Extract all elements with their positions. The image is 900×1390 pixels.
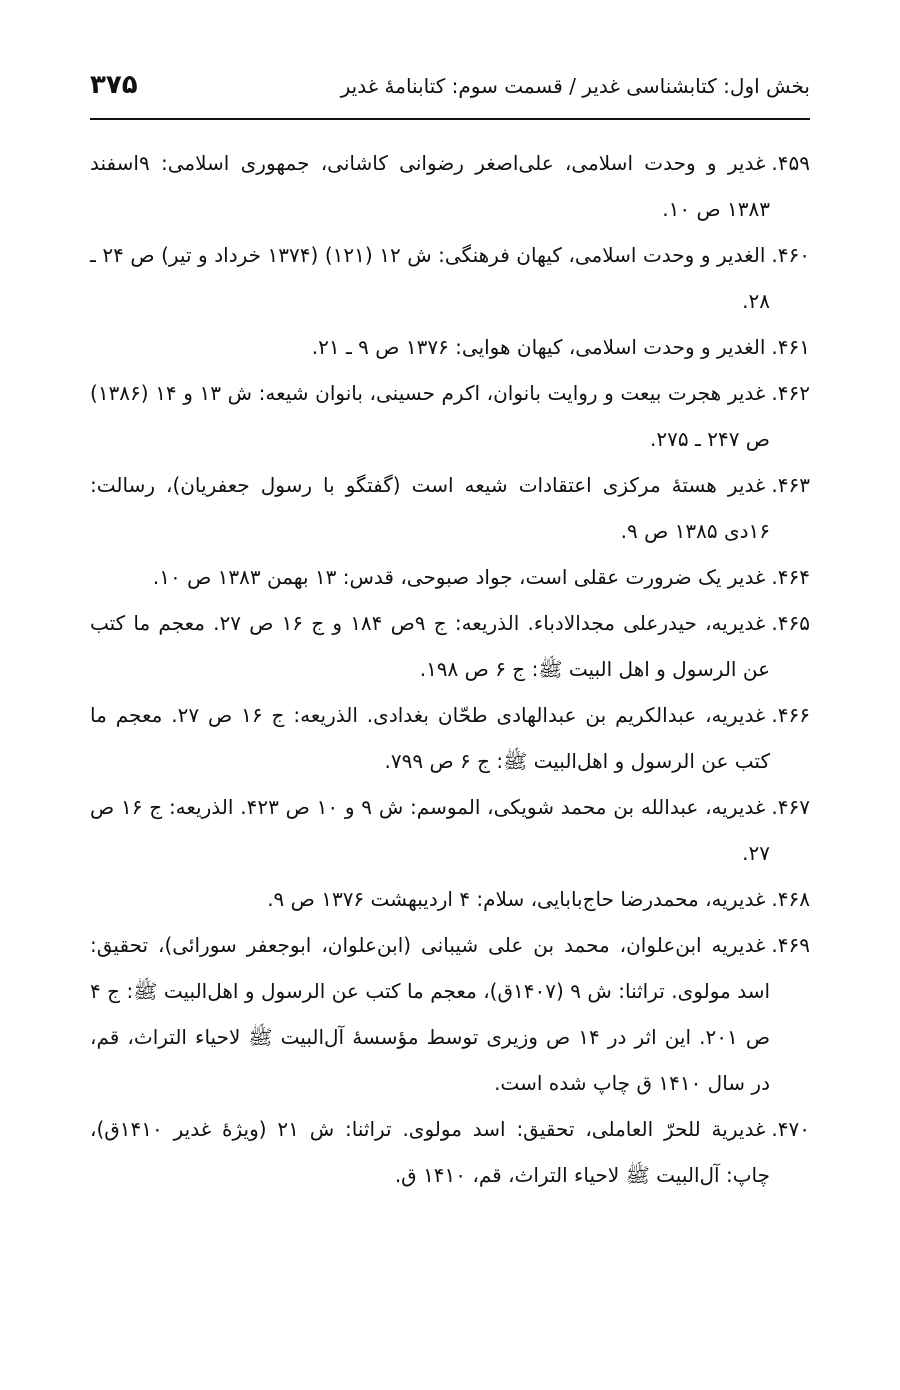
entry-text: غدیر یک ضرورت عقلی است، جواد صبوحی، قدس: ۱۳ بهمن ۱۳۸۳ ص ۱۰. xyxy=(152,565,766,589)
entry-text: غدیریه، محمدرضا حاج‌بابایی، سلام: ۴ اردیبهشت ۱۳۷۶ ص ۹. xyxy=(267,887,766,911)
entry-number: ۴۶۸. xyxy=(771,887,810,911)
bibliography-entry xyxy=(90,324,810,370)
bibliography-entry xyxy=(90,140,810,232)
bibliography-entry xyxy=(90,784,810,876)
entry-number: ۴۷۰. xyxy=(771,1117,810,1141)
running-title: بخش اول: کتابشناسی غدیر / قسمت سوم: کتابنامهٔ غدیر xyxy=(340,74,810,98)
header-divider xyxy=(90,118,810,120)
entry-text: الغدیر و وحدت اسلامی، کیهان فرهنگی: ش ۱۲ (۱۲۱) (۱۳۷۴ خرداد و تیر) ص ۲۴ ـ ۲۸. xyxy=(90,243,770,313)
entry-number: ۴۶۳. xyxy=(771,473,810,497)
entry-text: غدیریه، عبدالله بن محمد شویکی، الموسم: ش ۹ و ۱۰ ص ۴۲۳. الذریعه: ج ۱۶ ص ۲۷. xyxy=(90,795,770,865)
entry-text: غدیر هستهٔ مرکزی اعتقادات شیعه است (گفتگو با رسول جعفریان)، رسالت: ۱۶دی ۱۳۸۵ ص ۹. xyxy=(90,473,770,543)
bibliography-entry xyxy=(90,876,810,922)
entry-text: غدیر و وحدت اسلامی، علی‌اصغر رضوانی کاشانی، جمهوری اسلامی: ۹اسفند ۱۳۸۳ ص ۱۰. xyxy=(90,151,770,221)
entry-text: غدیریه، حیدرعلی مجدالادباء. الذریعه: ج ۹ص ۱۸۴ و ج ۱۶ ص ۲۷. معجم ما کتب عن الرسول و اهل البیت ﷺ: ج ۶ ص ۱۹۸. xyxy=(90,611,770,681)
entry-number: ۴۶۵. xyxy=(771,611,810,635)
entry-number: ۴۶۶. xyxy=(771,703,810,727)
bibliography-entry xyxy=(90,692,810,784)
entry-text: غدیریه، عبدالکریم بن عبدالهادی طحّان بغدادی. الذریعه: ج ۱۶ ص ۲۷. معجم ما کتب عن الرسول و اهل‌البیت ﷺ: ج ۶ ص ۷۹۹. xyxy=(90,703,770,773)
entry-number: ۴۶۲. xyxy=(771,381,810,405)
bibliography-entry xyxy=(90,1106,810,1198)
entry-text: غدیر هجرت بیعت و روایت بانوان، اکرم حسینی، بانوان شیعه: ش ۱۳ و ۱۴ (۱۳۸۶) ص ۲۴۷ ـ ۲۷۵. xyxy=(90,381,770,451)
entry-number: ۴۶۱. xyxy=(771,335,810,359)
bibliography-entry xyxy=(90,922,810,1106)
entry-number: ۴۶۰. xyxy=(771,243,811,267)
page-header xyxy=(90,70,810,110)
entry-text: الغدیر و وحدت اسلامی، کیهان هوایی: ۱۳۷۶ ص ۹ ـ ۲۱. xyxy=(311,335,766,359)
bibliography-entry xyxy=(90,370,810,462)
entry-number: ۴۵۹. xyxy=(771,151,810,175)
entry-text: غدیریة للحرّ العاملی، تحقیق: اسد مولوی. تراثنا: ش ۲۱ (ویژهٔ غدیر ۱۴۱۰ق)، چاپ: آل‌البیت ﷺ لاحیاء التراث، قم، ۱۴۱۰ ق. xyxy=(90,1117,770,1187)
page-number: ۳۷۵ xyxy=(90,70,138,100)
bibliography-entry xyxy=(90,232,810,324)
bibliography-entry xyxy=(90,554,810,600)
entry-number: ۴۶۴. xyxy=(771,565,810,589)
entry-number: ۴۶۹. xyxy=(771,933,810,957)
entry-number: ۴۶۷. xyxy=(771,795,810,819)
bibliography-entry xyxy=(90,462,810,554)
entry-text: غدیریه ابن‌علوان، محمد بن علی شیبانی (ابن‌علوان، ابوجعفر سورائی)، تحقیق: اسد مولوی. تراثنا: ش ۹ (۱۴۰۷ق)، معجم ما کتب عن الرسول و اهل‌البیت ﷺ: ج ۴ ص ۲۰۱. این اثر در ۱۴ ص وزیری توسط مؤسسهٔ آل‌البیت ﷺ لاحیاء التراث، قم، در سال ۱۴۱۰ ق چاپ شده است. xyxy=(90,933,771,1095)
bibliography-entry xyxy=(90,600,810,692)
bibliography-list xyxy=(90,140,810,1198)
